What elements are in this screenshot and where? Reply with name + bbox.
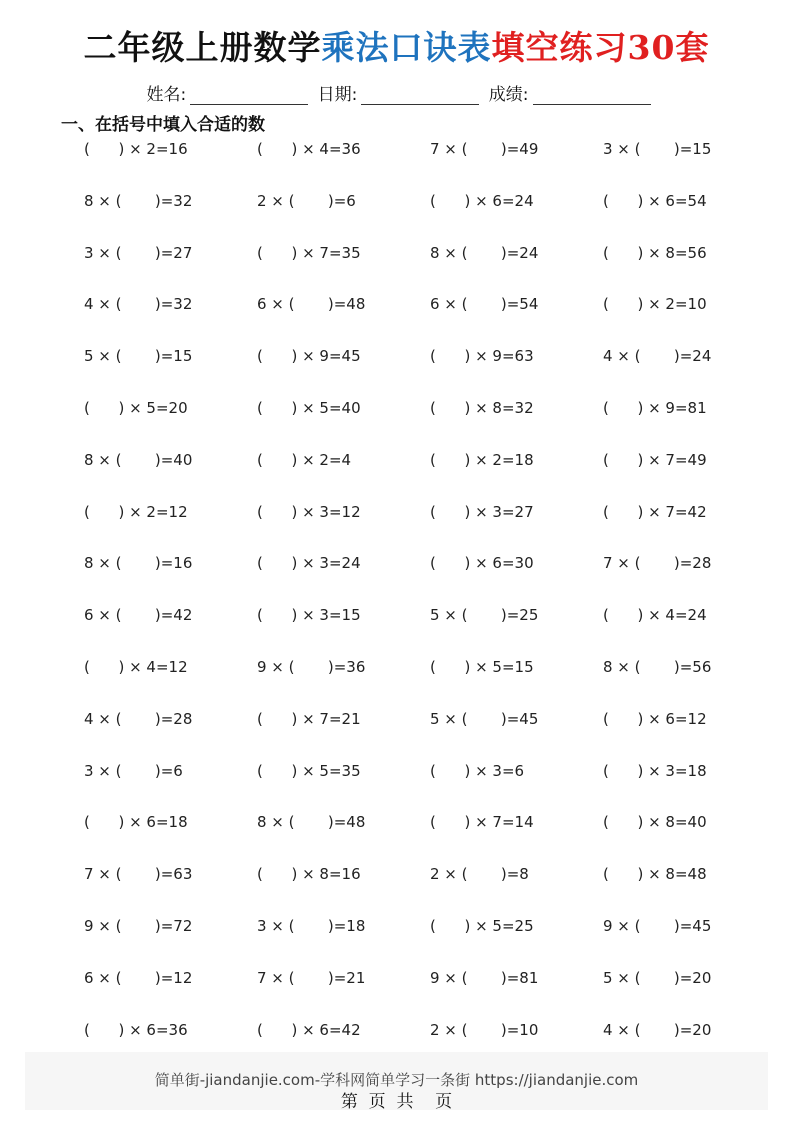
date-label: 日期: <box>317 85 358 105</box>
problem-item[interactable]: 4 × ( )=28 <box>84 709 193 728</box>
score-blank[interactable] <box>533 88 651 105</box>
problem-item[interactable]: 4 × ( )=32 <box>84 295 193 314</box>
problem-item[interactable]: ( ) × 6=54 <box>603 191 707 210</box>
problem-item[interactable]: ( ) × 9=81 <box>603 398 707 417</box>
student-info-row <box>0 80 793 105</box>
date-blank[interactable] <box>361 88 479 105</box>
score-label: 成绩: <box>488 85 529 105</box>
problem-item[interactable]: ( ) × 4=24 <box>603 606 707 625</box>
page-counter: 第 页 共 页 <box>340 1092 453 1112</box>
problem-grid <box>84 137 784 1069</box>
problem-item[interactable]: ( ) × 2=18 <box>430 450 534 469</box>
problem-item[interactable]: 8 × ( )=40 <box>84 450 193 469</box>
problem-item[interactable]: 5 × ( )=45 <box>430 709 539 728</box>
problem-item[interactable]: 3 × ( )=18 <box>257 916 366 935</box>
problem-item[interactable]: 5 × ( )=15 <box>84 347 193 366</box>
problem-item[interactable]: 8 × ( )=16 <box>84 554 193 573</box>
problem-item[interactable]: ( ) × 7=42 <box>603 502 707 521</box>
problem-item[interactable]: 6 × ( )=12 <box>84 968 193 987</box>
problem-item[interactable]: ( ) × 2=12 <box>84 502 188 521</box>
problem-item[interactable]: 9 × ( )=36 <box>257 657 366 676</box>
problem-item[interactable]: ( ) × 7=49 <box>603 450 707 469</box>
problem-item[interactable]: ( ) × 9=45 <box>257 347 361 366</box>
problem-item[interactable]: ( ) × 6=42 <box>257 1020 361 1039</box>
problem-item[interactable]: ( ) × 4=36 <box>257 140 361 158</box>
problem-item[interactable]: 9 × ( )=81 <box>430 968 539 987</box>
problem-item[interactable]: 7 × ( )=49 <box>430 140 539 158</box>
title-part-grade: 二年级上册数学 <box>83 28 322 67</box>
problem-item[interactable]: 3 × ( )=15 <box>603 140 712 158</box>
problem-item[interactable]: 9 × ( )=45 <box>603 916 712 935</box>
problem-item[interactable]: ( ) × 3=12 <box>257 502 361 521</box>
problem-item[interactable]: ( ) × 3=18 <box>603 761 707 780</box>
problem-item[interactable]: 8 × ( )=56 <box>603 657 712 676</box>
problem-item[interactable]: 7 × ( )=63 <box>84 865 193 884</box>
problem-item[interactable]: ( ) × 7=35 <box>257 243 361 262</box>
problem-item[interactable]: ( ) × 3=24 <box>257 554 361 573</box>
problem-item[interactable]: 5 × ( )=20 <box>603 968 712 987</box>
problem-item[interactable]: 6 × ( )=54 <box>430 295 539 314</box>
problem-item[interactable]: ( ) × 8=16 <box>257 865 361 884</box>
title-part-exercises: 填空练习30套 <box>491 28 710 67</box>
problem-item[interactable]: 5 × ( )=25 <box>430 606 539 625</box>
problem-item[interactable]: 2 × ( )=8 <box>430 865 529 884</box>
problem-item[interactable]: ( ) × 8=48 <box>603 865 707 884</box>
problem-item[interactable]: ( ) × 3=6 <box>430 761 525 780</box>
problem-item[interactable]: ( ) × 2=10 <box>603 295 707 314</box>
problem-item[interactable]: ( ) × 9=63 <box>430 347 534 366</box>
problem-item[interactable]: 3 × ( )=6 <box>84 761 183 780</box>
problem-item[interactable]: ( ) × 4=12 <box>84 657 188 676</box>
problem-item[interactable]: ( ) × 2=16 <box>84 140 188 158</box>
problem-item[interactable]: 2 × ( )=6 <box>257 191 356 210</box>
footer-source: 简单街-jiandanjie.com-学科网简单学习一条街 https://jiandanjie.com <box>154 1071 639 1089</box>
problem-item[interactable]: 4 × ( )=24 <box>603 347 712 366</box>
problem-item[interactable]: ( ) × 6=30 <box>430 554 534 573</box>
problem-item[interactable]: 8 × ( )=48 <box>257 813 366 832</box>
problem-item[interactable]: ( ) × 7=14 <box>430 813 534 832</box>
title-part-table: 乘法口诀表 <box>321 28 492 67</box>
section-heading: 一、在括号中填入合适的数 <box>61 115 265 135</box>
problem-item[interactable]: ( ) × 6=24 <box>430 191 534 210</box>
problem-item[interactable]: ( ) × 5=40 <box>257 398 361 417</box>
problem-item[interactable]: ( ) × 8=40 <box>603 813 707 832</box>
problem-item[interactable]: 3 × ( )=27 <box>84 243 193 262</box>
problem-item[interactable]: 4 × ( )=20 <box>603 1020 712 1039</box>
problem-item[interactable]: 8 × ( )=32 <box>84 191 193 210</box>
problem-item[interactable]: 8 × ( )=24 <box>430 243 539 262</box>
name-label: 姓名: <box>146 85 187 105</box>
problem-item[interactable]: ( ) × 3=15 <box>257 606 361 625</box>
problem-item[interactable]: 7 × ( )=28 <box>603 554 712 573</box>
problem-item[interactable]: ( ) × 2=4 <box>257 450 352 469</box>
problem-item[interactable]: ( ) × 3=27 <box>430 502 534 521</box>
problem-item[interactable]: ( ) × 5=35 <box>257 761 361 780</box>
problem-item[interactable]: ( ) × 5=25 <box>430 916 534 935</box>
problem-item[interactable]: ( ) × 6=12 <box>603 709 707 728</box>
problem-item[interactable]: ( ) × 6=18 <box>84 813 188 832</box>
problem-item[interactable]: ( ) × 6=36 <box>84 1020 188 1039</box>
problem-item[interactable]: 6 × ( )=42 <box>84 606 193 625</box>
problem-item[interactable]: ( ) × 7=21 <box>257 709 361 728</box>
problem-item[interactable]: 9 × ( )=72 <box>84 916 193 935</box>
problem-item[interactable]: ( ) × 8=32 <box>430 398 534 417</box>
problem-item[interactable]: 6 × ( )=48 <box>257 295 366 314</box>
problem-item[interactable]: 7 × ( )=21 <box>257 968 366 987</box>
problem-item[interactable]: ( ) × 5=15 <box>430 657 534 676</box>
problem-item[interactable]: ( ) × 8=56 <box>603 243 707 262</box>
name-blank[interactable] <box>190 88 308 105</box>
problem-item[interactable]: 2 × ( )=10 <box>430 1020 539 1039</box>
page-title <box>0 26 793 70</box>
problem-item[interactable]: ( ) × 5=20 <box>84 398 188 417</box>
